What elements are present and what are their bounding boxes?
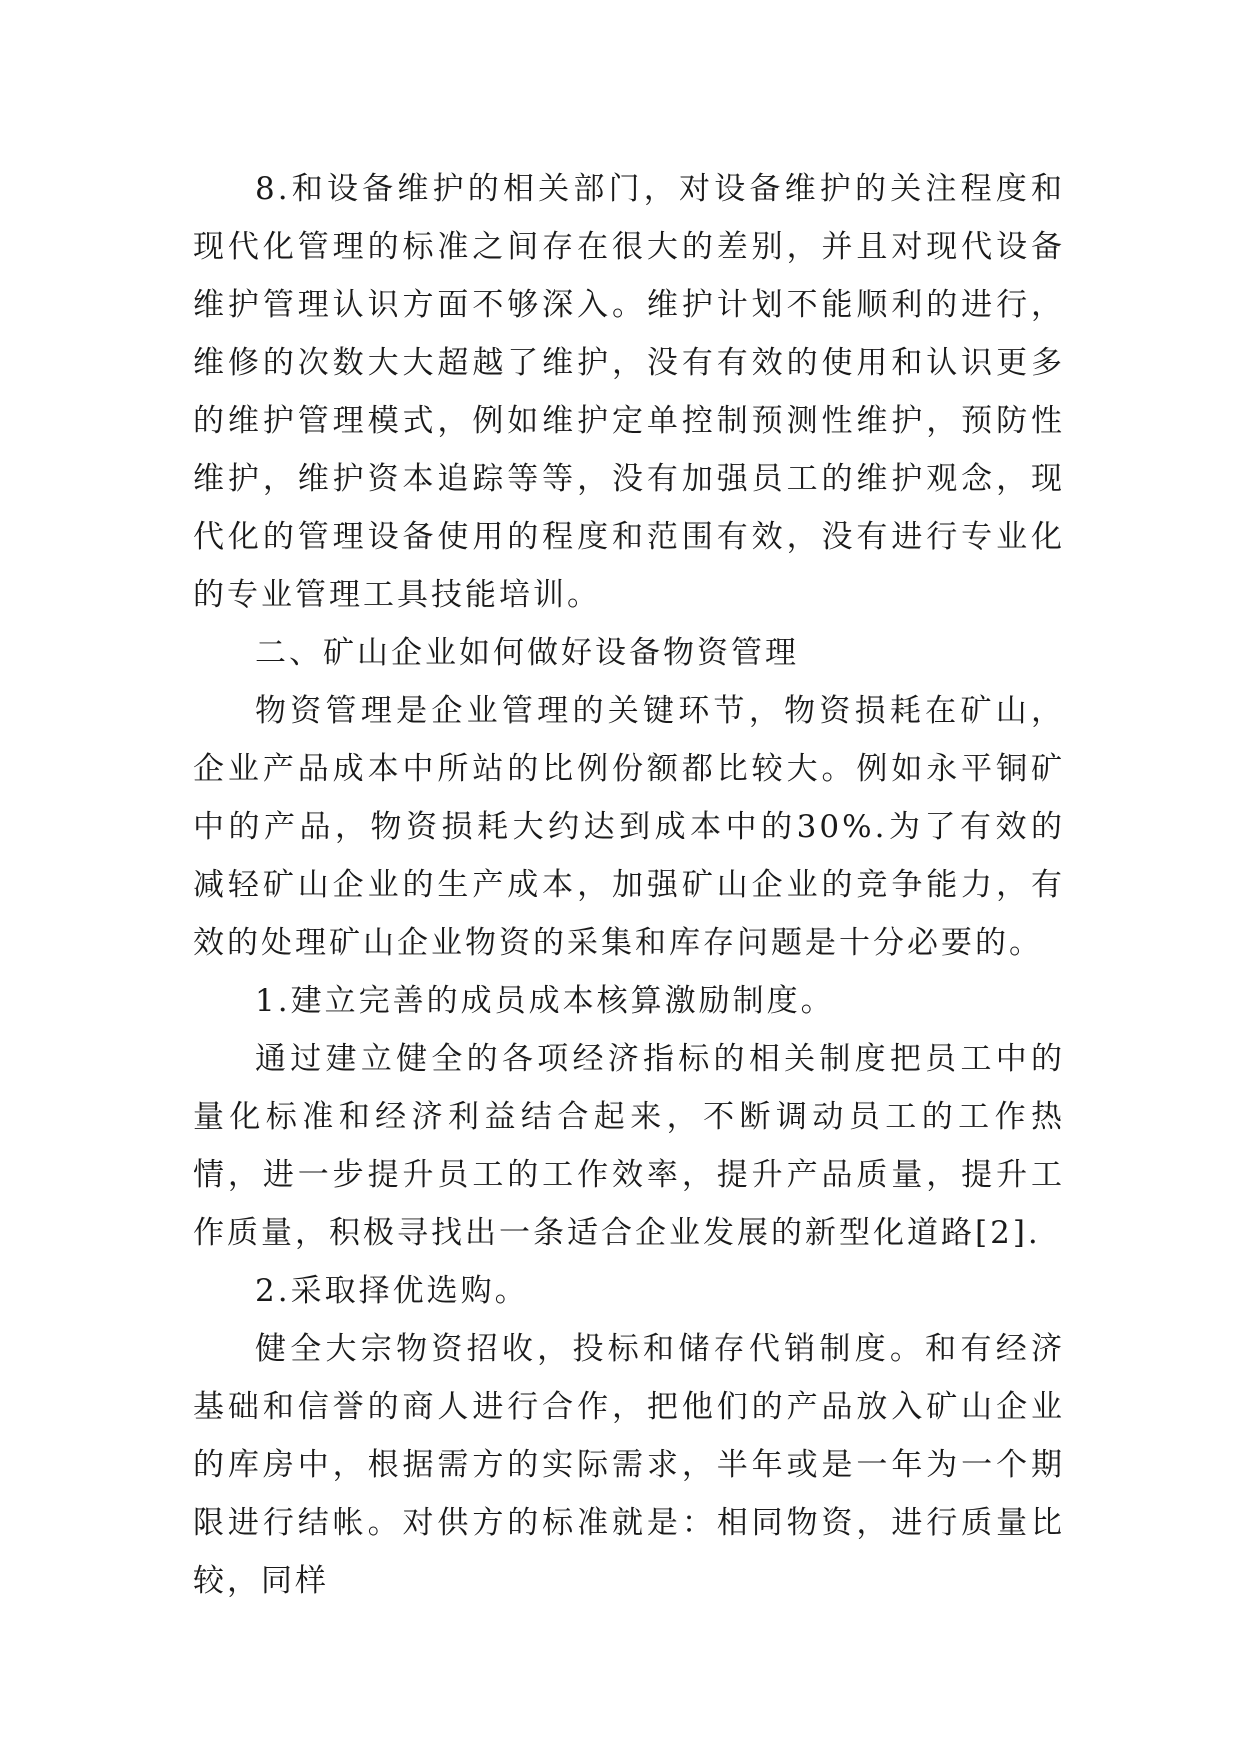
document-body [193,160,1065,1610]
paragraph-selective-purchasing: 健全大宗物资招收，投标和储存代销制度。和有经济基础和信誉的商人进行合作，把他们的产品放入矿山企业的库房中，根据需方的实际需求，半年或是一年为一个期限进行结帐。对供方的标准就是：相同物资，进行质量比较，同样 [193,1331,1065,1599]
section-heading-material-management: 二、矿山企业如何做好设备物资管理 [255,635,799,671]
paragraph-material-management: 物资管理是企业管理的关键环节，物资损耗在矿山，企业产品成本中所站的比例份额都比较大。例如永平铜矿中的产品，物资损耗大约达到成本中的30%.为了有效的减轻矿山企业的生产成本，加强矿山企业的竞争能力，有效的处理矿山企业物资的采集和库存问题是十分必要的。 [193,693,1065,961]
subheading-cost-accounting: 1.建立完善的成员成本核算激励制度。 [255,983,835,1019]
paragraph-cost-accounting: 通过建立健全的各项经济指标的相关制度把员工中的量化标准和经济利益结合起来，不断调动员工的工作热情，进一步提升员工的工作效率，提升产品质量，提升工作质量，积极寻找出一条适合企业发展的新型化道路[2]. [193,1041,1065,1251]
subheading-selective-purchasing: 2.采取择优选购。 [255,1273,529,1309]
paragraph-equipment-maintenance: 8.和设备维护的相关部门，对设备维护的关注程度和现代化管理的标准之间存在很大的差别，并且对现代设备维护管理认识方面不够深入。维护计划不能顺利的进行，维修的次数大大超越了维护，没有有效的使用和认识更多的维护管理模式，例如维护定单控制预测性维护，预防性维护，维护资本追踪等等，没有加强员工的维护观念，现代化的管理设备使用的程度和范围有效，没有进行专业化的专业管理工具技能培训。 [193,171,1065,613]
